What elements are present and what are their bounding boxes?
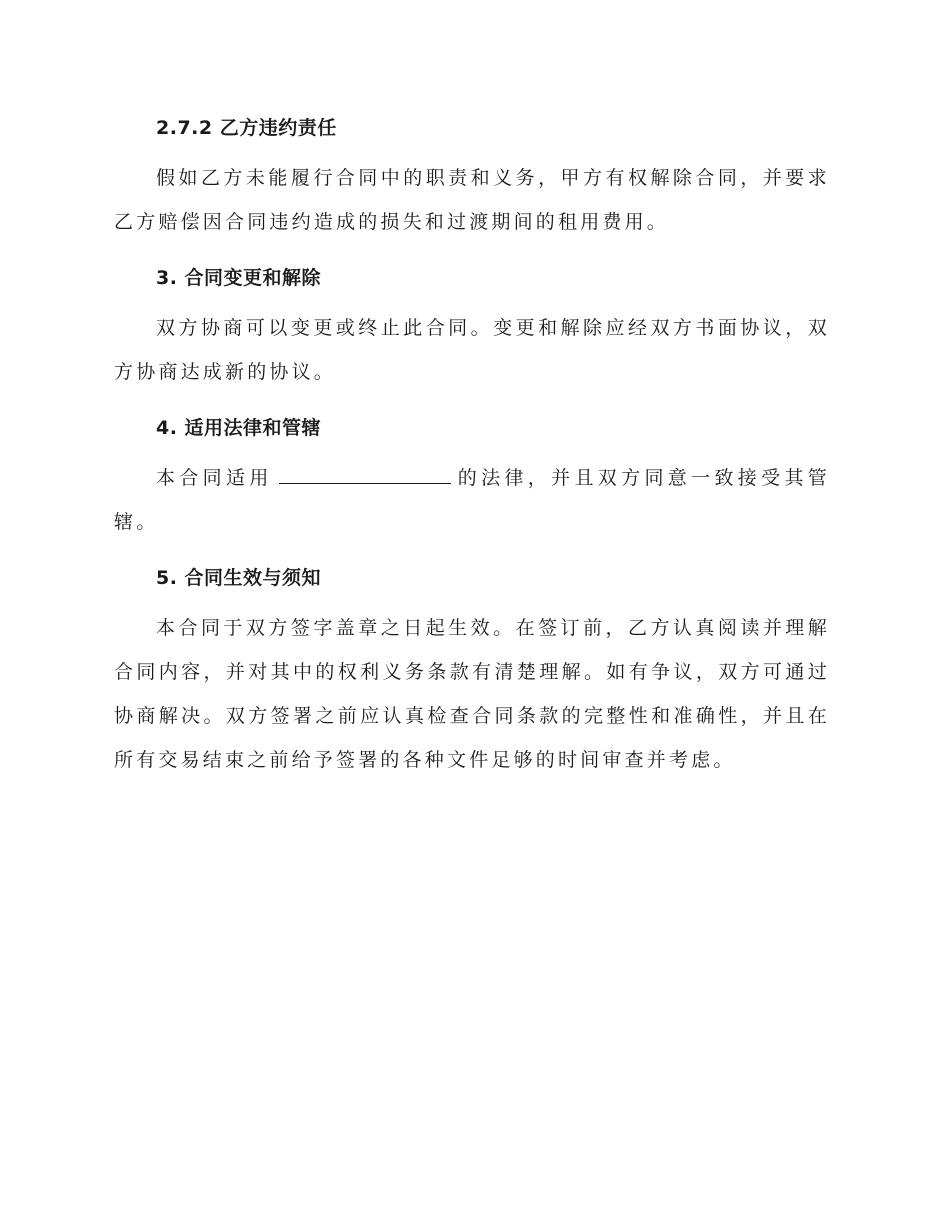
document-body bbox=[114, 108, 830, 788]
law-text-after-blank: 的法律，并且双方同意一致接受其管辖。 bbox=[114, 467, 830, 533]
section-heading-2-7-2: 2.7.2 乙方违约责任 bbox=[156, 117, 337, 139]
section-paragraph-3: 双方协商可以变更或终止此合同。变更和解除应经双方书面协议，双方协商达成新的协议。 bbox=[114, 317, 830, 383]
law-text-before-blank: 本合同适用 bbox=[156, 467, 273, 489]
section-heading-3: 3. 合同变更和解除 bbox=[156, 267, 322, 289]
section-heading-4: 4. 适用法律和管辖 bbox=[156, 417, 322, 439]
section-heading-5: 5. 合同生效与须知 bbox=[156, 567, 322, 589]
section-paragraph-4 bbox=[114, 456, 830, 544]
governing-law-blank-line[interactable] bbox=[279, 459, 451, 484]
section-paragraph-5: 本合同于双方签字盖章之日起生效。在签订前，乙方认真阅读并理解合同内容，并对其中的权利义务条款有清楚理解。如有争议，双方可通过协商解决。双方签署之前应认真检查合同条款的完整性和准确性，并且在所有交易结束之前给予签署的各种文件足够的时间审查并考虑。 bbox=[114, 617, 830, 771]
section-paragraph-2-7-2: 假如乙方未能履行合同中的职责和义务，甲方有权解除合同，并要求乙方赔偿因合同违约造成的损失和过渡期间的租用费用。 bbox=[114, 167, 830, 233]
